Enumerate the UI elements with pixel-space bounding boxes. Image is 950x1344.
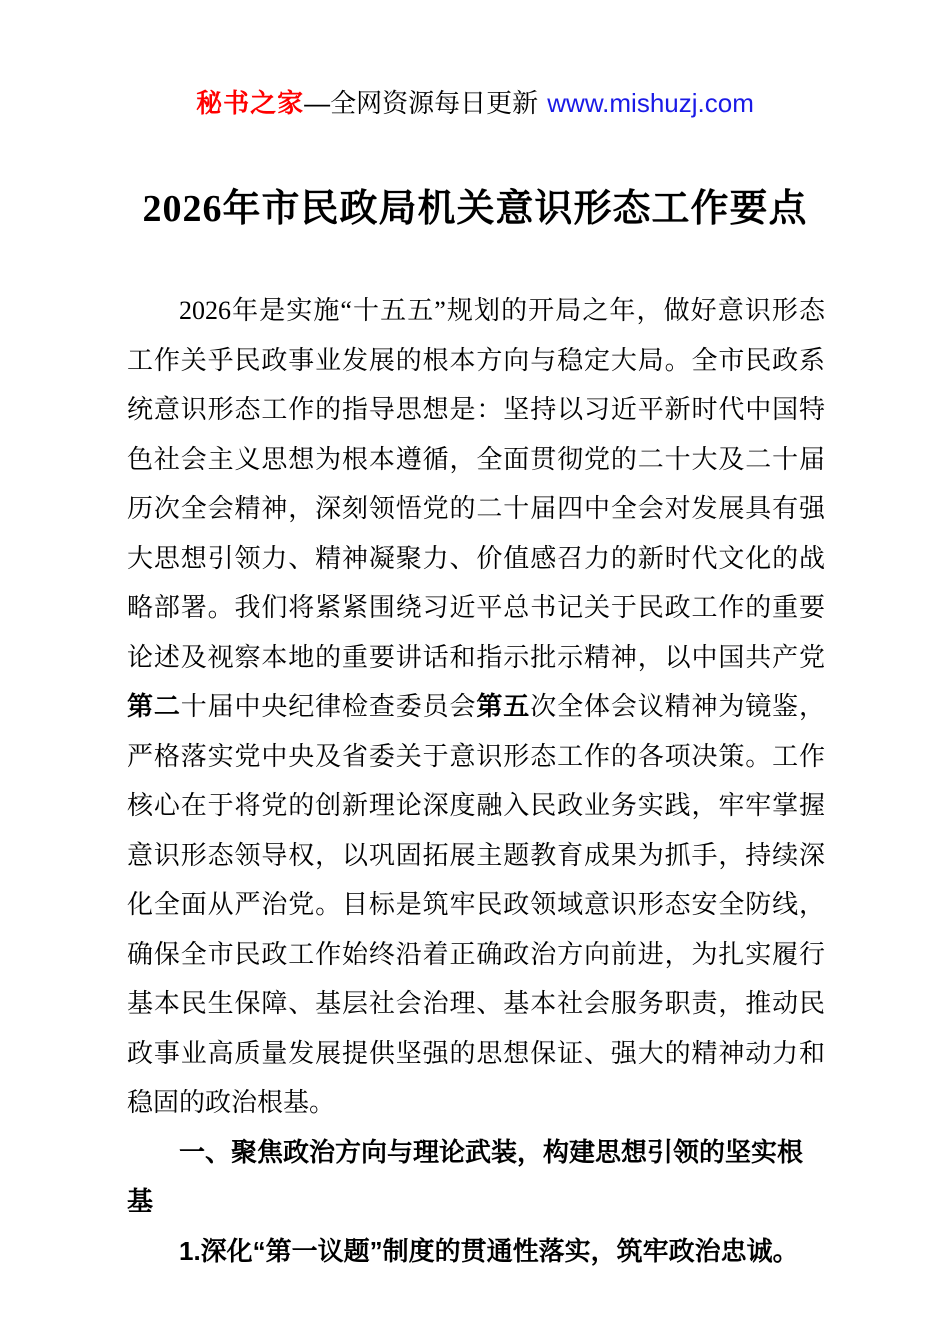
section-1-heading: 一、聚焦政治方向与理论武装，构建思想引领的坚实根基 <box>127 1136 804 1216</box>
document-title: 2026年市民政局机关意识形态工作要点 <box>142 188 808 230</box>
intro-text-segment: 次全体会议精神为镜鉴，严格落实党中央及省委关于意识形态工作的各项决策。工作核心在于将党的创新理论深度融入民政业务实践，牢牢掌握意识形态领导权，以巩固拓展主题教育成果为抓手，持续深化全面从严治党。目标是筑牢民政领域意识形态安全防线，确保全市民政工作始终沿着正确政治方向前进，为扎实履行基本民生保障、基层社会治理、基本社会服务职责，推动民政事业高质量发展提供坚强的思想保证、强大的精神动力和稳固的政治根基。 <box>127 692 825 1117</box>
intro-text-segment: 十届中央纪律检查委员会 <box>180 692 477 721</box>
intro-paragraph <box>127 286 825 1128</box>
intro-text-segment: 2026年是实施“十五五”规划的开局之年，做好意识形态工作关乎民政事业发展的根本方向与稳定大局。全市民政系统意识形态工作的指导思想是：坚持以习近平新时代中国特色社会主义思想为根本遵循，全面贯彻党的二十大及二十届历次全会精神，深刻领悟党的二十届四中全会对发展具有强大思想引领力、精神凝聚力、价值感召力的新时代文化的战略部署。我们将紧紧围绕习近平总书记关于民政工作的重要论述及视察本地的重要讲话和指示批示精神，以中国共产党 <box>127 296 825 672</box>
site-separator: — <box>304 88 331 118</box>
emphasis-bold: 第二 <box>127 692 181 721</box>
site-url-link[interactable]: www.mishuzj.com <box>547 88 754 118</box>
site-tagline: 全网资源每日更新 <box>330 88 539 118</box>
site-brand: 秘书之家 <box>196 89 305 118</box>
emphasis-bold: 第五 <box>476 692 531 721</box>
document-body <box>127 286 825 1276</box>
site-header <box>0 0 950 119</box>
section-1-item-1: 1.深化“第一议题”制度的贯通性落实，筑牢政治忠诚。 <box>179 1235 799 1266</box>
